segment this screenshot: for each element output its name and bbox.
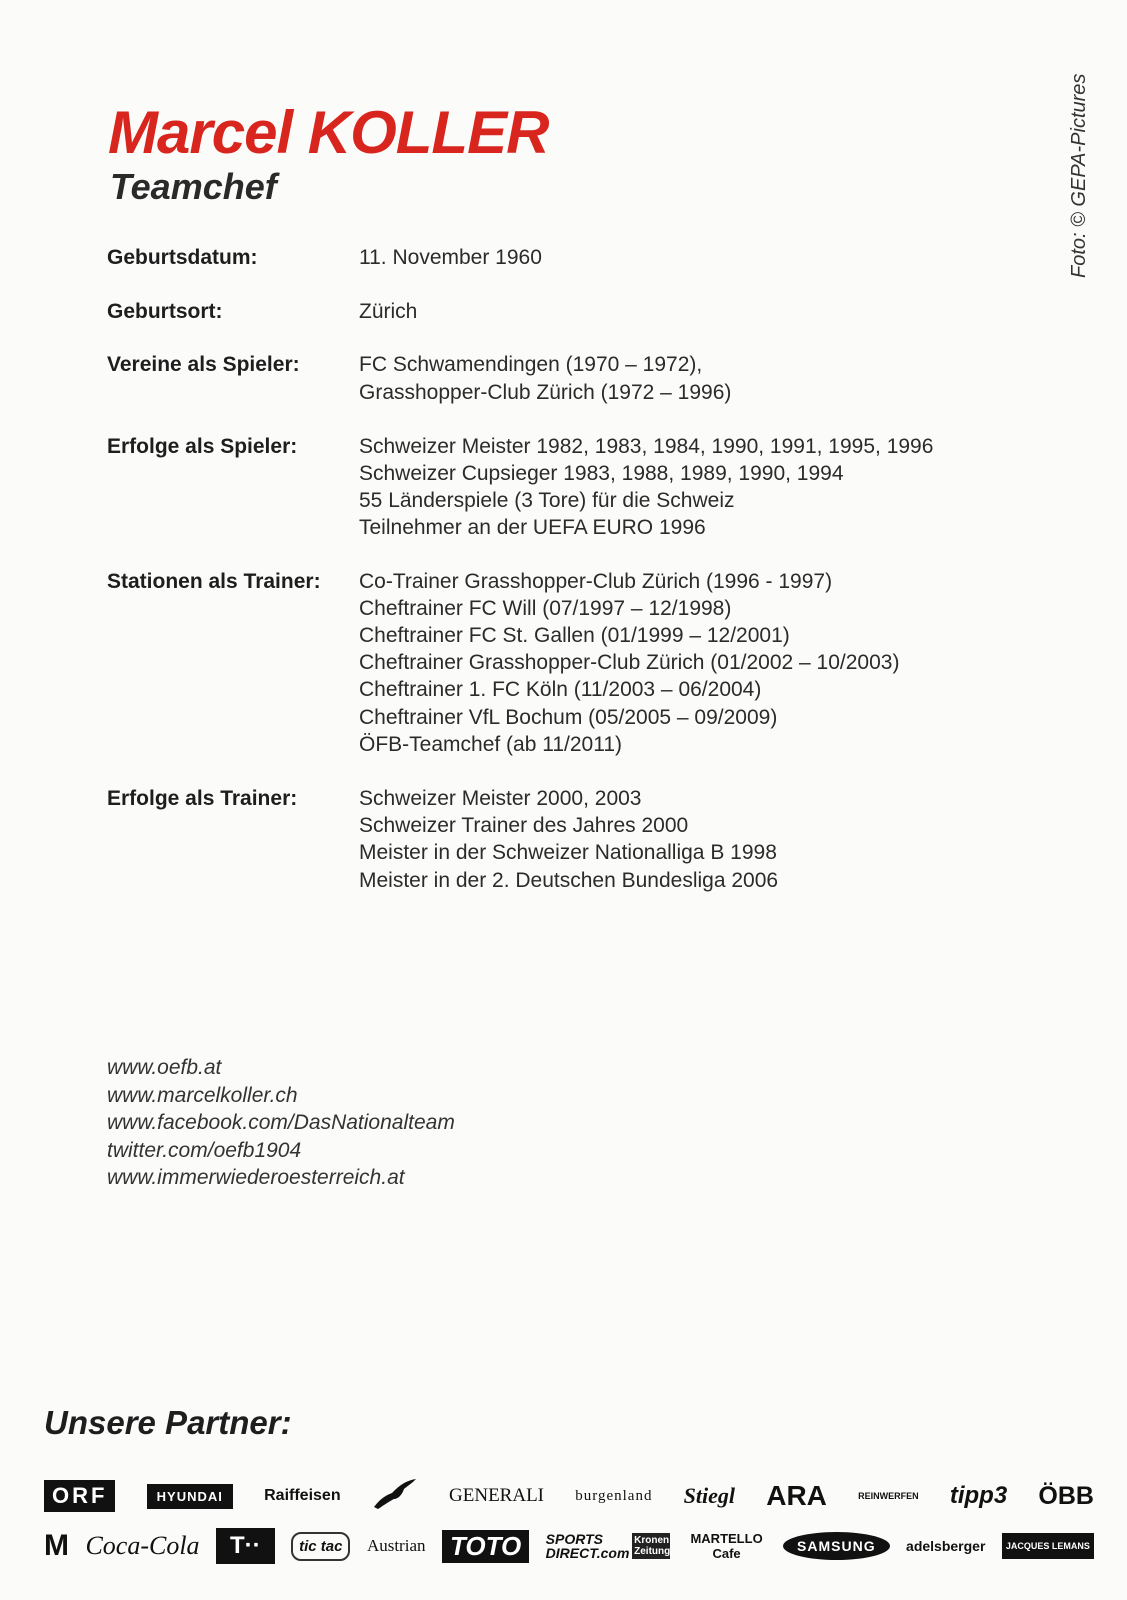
tipp3-logo: tipp3 — [949, 1482, 1008, 1509]
fact-row — [107, 298, 1007, 325]
adelsberger-logo: adelsberger — [906, 1538, 986, 1554]
samsung-logo: SAMSUNG — [783, 1532, 890, 1560]
link-marcelkoller[interactable]: www.marcelkoller.ch — [107, 1083, 298, 1107]
burgenland-logo: burgenland — [575, 1487, 653, 1504]
fact-label: Geburtsdatum: — [107, 246, 258, 269]
puma-cat-icon — [372, 1477, 418, 1511]
fact-value: Teilnehmer an der UEFA EURO 1996 — [359, 516, 706, 540]
jacques-lemans-logo: JACQUES LEMANS — [1002, 1533, 1094, 1559]
fact-row — [107, 433, 1007, 542]
fact-value: Meister in der Schweizer Nationalliga B 1998 — [359, 841, 777, 865]
fact-value: Zürich — [359, 300, 418, 324]
photo-credit — [1068, 38, 1098, 278]
fact-value: Schweizer Cupsieger 1983, 1988, 1989, 1990, 1994 — [359, 462, 844, 486]
orf-logo: ORF — [44, 1480, 115, 1512]
partner-logos-row-1 — [44, 1474, 1094, 1518]
person-name: Marcel KOLLER — [108, 99, 549, 166]
austrian-logo: Austrian — [366, 1536, 426, 1555]
link-facebook[interactable]: www.facebook.com/DasNationalteam — [107, 1111, 455, 1134]
person-role: Teamchef — [110, 166, 277, 207]
fact-row — [107, 785, 1007, 894]
partner-logos-row-2 — [44, 1522, 1094, 1570]
fact-values — [359, 244, 542, 271]
reinwerfen-logo: REINWERFEN — [858, 1491, 919, 1501]
fact-label: Stationen als Trainer: — [107, 569, 321, 593]
fact-values — [359, 785, 778, 894]
link-immerwiederoesterreich[interactable]: www.immerwiederoesterreich.at — [107, 1166, 405, 1189]
fact-value: Meister in der 2. Deutschen Bundesliga 2006 — [359, 868, 779, 892]
fact-values — [359, 298, 417, 325]
fact-value: Co-Trainer Grasshopper-Club Zürich (1996 - 1997) — [359, 569, 833, 593]
obb-logo: ÖBB — [1038, 1481, 1094, 1510]
fact-value: 55 Länderspiele (3 Tore) für die Schweiz — [359, 489, 735, 513]
kronen-zeitung-logo: Kronen Zeitung — [634, 1535, 671, 1557]
fact-value: Schweizer Trainer des Jahres 2000 — [359, 814, 689, 838]
puma-logo — [372, 1477, 418, 1516]
stiegl-logo: Stiegl — [683, 1483, 736, 1508]
fact-label: Vereine als Spieler: — [107, 353, 300, 377]
telekom-logo: T·· — [216, 1528, 275, 1564]
fact-value: ÖFB-Teamchef (ab 11/2011) — [359, 732, 623, 756]
fact-values — [359, 568, 899, 758]
fact-value: Cheftrainer Grasshopper-Club Zürich (01/2002 – 10/2003) — [359, 651, 900, 675]
sports-direct-logo: SPORTS DIRECT.com — [545, 1531, 630, 1561]
ara-logo: ARA — [766, 1480, 827, 1511]
fact-row — [107, 244, 1007, 271]
fact-value: Grasshopper-Club Zürich (1972 – 1996) — [359, 380, 732, 404]
fact-label: Erfolge als Trainer: — [107, 787, 298, 811]
links-list — [107, 1054, 455, 1192]
facts-table — [107, 244, 1007, 894]
tictac-logo: tic tac — [291, 1532, 350, 1561]
fact-row — [107, 568, 1007, 758]
link-twitter[interactable]: twitter.com/oefb1904 — [107, 1138, 302, 1162]
fact-value: Cheftrainer VfL Bochum (05/2005 – 09/2009) — [359, 705, 778, 729]
raiffeisen-logo: Raiffeisen — [264, 1487, 341, 1504]
generali-logo: GENERALI — [449, 1485, 545, 1506]
fact-label: Geburtsort: — [107, 300, 223, 324]
photo-credit-text: Foto: © GEPA-Pictures — [1068, 73, 1090, 278]
fact-value: Cheftrainer FC Will (07/1997 – 12/1998) — [359, 596, 732, 620]
fact-row — [107, 351, 1007, 405]
partners-title: Unsere Partner: — [44, 1404, 292, 1441]
fact-values — [359, 433, 933, 542]
hyundai-logo: HYUNDAI — [147, 1484, 233, 1509]
fact-value: 11. November 1960 — [359, 246, 542, 269]
fact-label: Erfolge als Spieler: — [107, 434, 298, 458]
fact-value: FC Schwamendingen (1970 – 1972), — [359, 353, 703, 377]
martello-logo: MARTELLO Cafe — [690, 1531, 763, 1561]
toto-logo: TOTO — [442, 1530, 529, 1563]
fact-value: Cheftrainer 1. FC Köln (11/2003 – 06/2004) — [359, 678, 762, 702]
fact-value: Schweizer Meister 1982, 1983, 1984, 1990, 1991, 1995, 1996 — [359, 434, 934, 458]
fact-value: Cheftrainer FC St. Gallen (01/1999 – 12/2001) — [359, 624, 790, 648]
fact-values — [359, 351, 731, 405]
link-oefb[interactable]: www.oefb.at — [107, 1056, 222, 1079]
mcdonalds-logo: M — [44, 1529, 69, 1562]
coca-cola-logo: Coca-Cola — [85, 1531, 200, 1560]
fact-value: Schweizer Meister 2000, 2003 — [359, 787, 642, 811]
